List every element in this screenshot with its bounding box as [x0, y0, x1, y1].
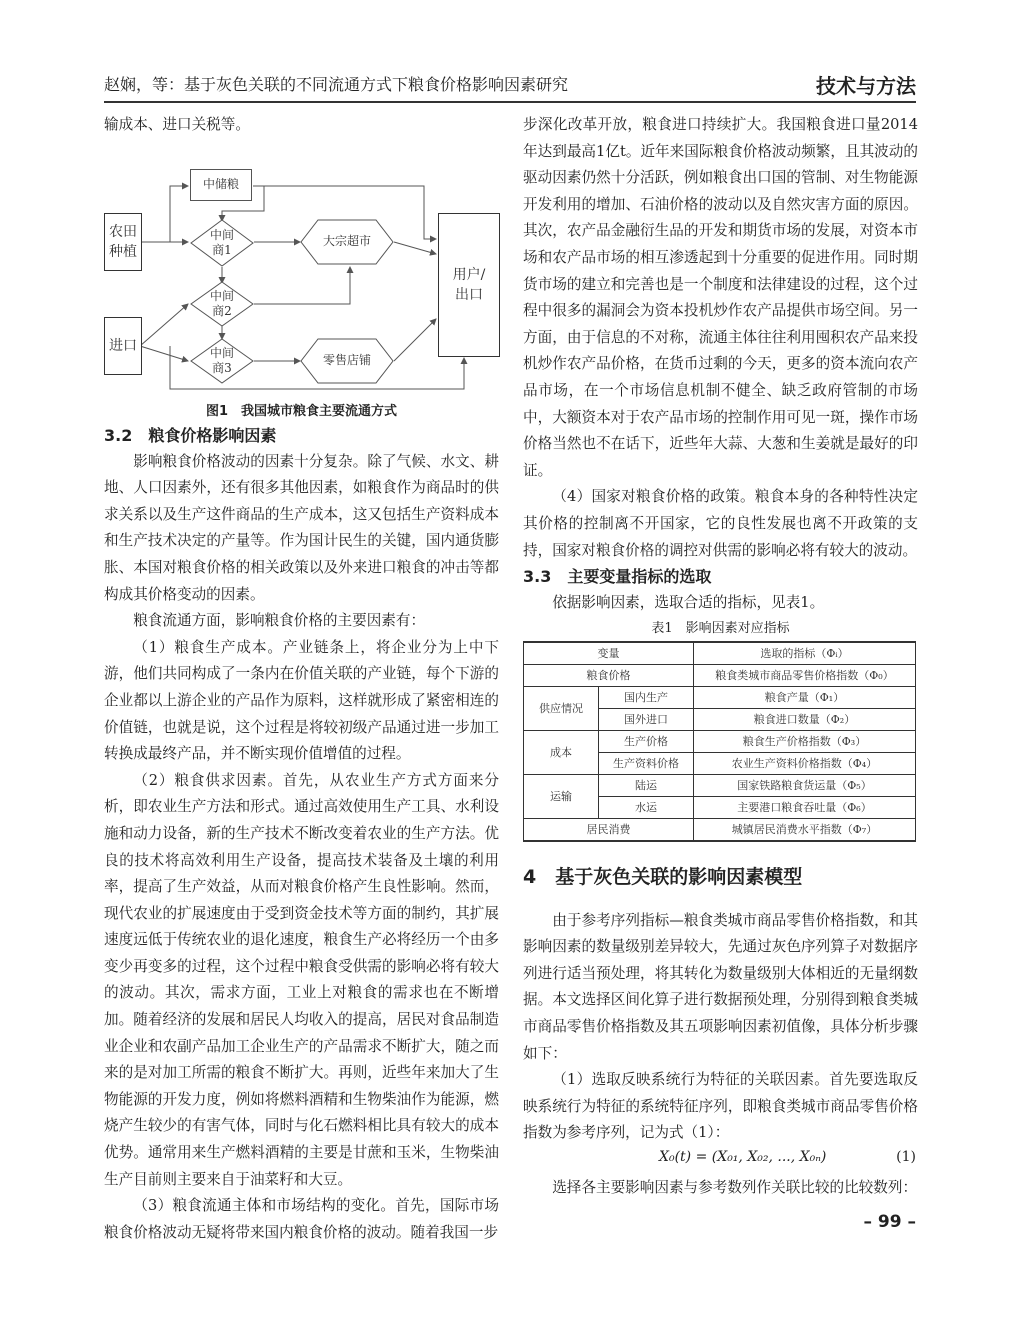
table-row: [524, 774, 916, 796]
table-cell: 城镇居民消费水平指数（Φ₇）: [694, 818, 916, 841]
table-row: [524, 818, 916, 841]
paragraph: 粮食流通方面，影响粮食价格的主要因素有：: [133, 612, 426, 630]
table-row: [524, 664, 916, 686]
section-label: 技术与方法: [816, 74, 916, 98]
table-cell: 粮食价格: [524, 664, 694, 686]
table-cell: 国内生产: [599, 686, 694, 708]
section-heading-3-2: 3.2 粮食价格影响因素: [104, 425, 277, 445]
node-mid1: [190, 219, 254, 267]
paragraph: （2）粮食供求因素。首先，从农业生产方式方面来分析，即农业生产方法和形式。通过高效使用生产工具、水利设施和动力设备，新的生产技术不断改变着农业的生产方法。优良的技术将高效利用生产设备，提高技术装备及土壤的利用率，提高了生产效益，从而对粮食价格产生良性影响。然而，现代农业的扩展速度由于受到资金技术等方面的制约，其扩展速度远低于传统农业的退化速度，粮食生产必将经历一个由多变少再变多的过程，这个过程中粮食受供需的影响必将有较大的波动。其次，需求方面，工业上对粮食的需求也在不断增加。随着经济的发展和居民人均收入的提高，居民对食品制造业企业和农副产品加工企业生产的产品需求不断扩大，随之而来的是对加工所需的粮食不断扩大。再则，近些年来加大了生物能源的开发力度，例如将燃料酒精和生物柴油作为能源，燃烧产生较少的有害气体，同时与化石燃料相比具有较大的成本优势。通常用来生产燃料酒精的主要是甘蔗和玉米，生物柴油生产目前则主要来自于油菜籽和大豆。: [104, 771, 499, 1188]
node-supermarket: [300, 219, 394, 265]
node-mid3-label: 中间商3: [209, 345, 234, 375]
indicator-table: [523, 641, 916, 842]
node-retail-label: 零售店铺: [322, 353, 371, 368]
table-group-cell: 成本: [524, 730, 599, 774]
table-cell: 国外进口: [599, 708, 694, 730]
table-cell: 粮食生产价格指数（Φ₃）: [694, 730, 916, 752]
table-row: [524, 686, 916, 708]
table-cell: 粮食进口数量（Φ₂）: [694, 708, 916, 730]
node-mid3: [190, 338, 254, 384]
running-title: 赵娴，等：基于灰色关联的不同流通方式下粮食价格影响因素研究: [104, 75, 569, 94]
section-heading-3-3: 3.3 主要变量指标的选取: [523, 567, 712, 587]
spacer: [523, 842, 918, 862]
figure-caption: 图1 我国城市粮食主要流通方式: [205, 403, 398, 419]
paragraph: 依据影响因素，选取合适的指标，见表1。: [552, 594, 825, 612]
paragraph: （1）粮食生产成本。产业链条上，将企业分为上中下游，他们共同构成了一条内在价值关联的产业链，每个下游的企业都以上游企业的产品作为原料，这样就形成了紧密相连的价值链，也就是说，这个过程是将较初级产品通过进一步加工转换成最终产品，并不断实现价值增值的过程。: [104, 638, 499, 763]
table-group-cell: 供应情况: [524, 686, 599, 730]
header-rule: [104, 101, 916, 103]
table-cell: 农业生产资料价格指数（Φ₄）: [694, 752, 916, 774]
equation-expression: X₀(t) = (X₀₁, X₀₂, ..., X₀ₙ): [659, 1149, 827, 1166]
paragraph: 影响粮食价格波动的因素十分复杂。除了气候、水文、耕地、人口因素外，还有很多其他因素，如粮食作为商品时的供求关系以及生产这件商品的生产成本，这又包括生产资料成本和生产技术决定的产量等。作为国计民生的关键，国内通货膨胀、本国对粮食价格的相关政策以及外来进口粮食的冲击等都构成其价格变动的因素。: [104, 452, 499, 603]
table-caption: 表1 影响因素对应指标: [651, 620, 790, 636]
section-heading-4: 4 基于灰色关联的影响因素模型: [523, 865, 803, 888]
table-row: [524, 642, 916, 665]
node-import: 进口: [104, 317, 142, 375]
table-row: [524, 730, 916, 752]
table-cell: 水运: [599, 796, 694, 818]
node-user: 用户/出口: [438, 213, 500, 357]
node-mid1-label: 中间商1: [209, 227, 234, 257]
table-group-cell: 运输: [524, 774, 599, 818]
node-mid2-label: 中间商2: [209, 288, 234, 318]
node-farm: 农田种植: [104, 213, 142, 271]
table-header-cell: 选取的指标（Φᵢ）: [694, 642, 916, 665]
table-cell: 主要港口粮食吞吐量（Φ₆）: [694, 796, 916, 818]
right-column: [523, 112, 918, 1202]
equation-1: [523, 1147, 918, 1175]
equation-number: (1): [896, 1149, 916, 1166]
paragraph-continuation: 输成本、进口关税等。: [104, 116, 250, 133]
spacer: [523, 892, 918, 908]
paragraph: 选择各主要影响因素与参考数列作关联比较的比较数列：: [552, 1179, 918, 1197]
node-reserve: 中储粮: [190, 169, 252, 201]
paragraph: （1）选取反映系统行为特征的关联因素。首先要选取反映系统行为特征的系统特征序列，即粮食类城市商品零售价格指数为参考序列，记为式（1）：: [523, 1071, 918, 1142]
paragraph: 由于参考序列指标—粮食类城市商品零售价格指数，和其影响因素的数量级别差异较大，先通过灰色序列算子对数据序列进行适当预处理，将其转化为数量级别大体相近的无量纲数据。本文选择区间化算子进行数据预处理，分别得到粮食类城市商品零售价格指数及其五项影响因素初值像，具体分析步骤如下：: [523, 911, 918, 1062]
node-mid2: [190, 281, 254, 327]
table-cell: 生产资料价格: [599, 752, 694, 774]
table-cell: 居民消费: [524, 818, 694, 841]
page-number: – 99 –: [863, 1212, 916, 1232]
table-cell: 国家铁路粮食货运量（Φ₅）: [694, 774, 916, 796]
node-retail: [300, 338, 394, 384]
table-cell: 生产价格: [599, 730, 694, 752]
flow-diagram: [104, 139, 499, 401]
table-header-cell: 变量: [524, 642, 694, 665]
left-column: [104, 112, 499, 1246]
paragraph: （4）国家对粮食价格的政策。粮食本身的各种特性决定其价格的控制离不开国家，它的良性发展也离不开政策的支持，国家对粮食价格的调控对供需的影响必将有较大的波动。: [523, 488, 918, 559]
paragraph-continuation: 步深化改革开放，粮食进口持续扩大。我国粮食进口量2014年达到最高1亿t。近年来国际粮食价格波动频繁，且其波动的驱动因素仍然十分活跃，例如粮食出口国的管制、对生物能源开发利用的增加、石油价格的波动以及自然灾害方面的原因。其次，农产品金融衍生品的开发和期货市场的发展，对资本市场和农产品市场的相互渗透起到十分重要的促进作用。同时期货市场的建立和完善也是一个制度和法律建设的过程，这个过程中很多的漏洞会为资本投机炒作农产品提供市场空间。另一方面，由于信息的不对称，流通主体往往利用囤积农产品来投机炒作农产品价格，在货币过剩的今天，更多的资本流向农产品市场，在一个市场信息机制不健全、缺乏政府管制的市场中，大额资本对于农产品市场的控制作用可见一斑，操作市场价格当然也不在话下，近些年大蒜、大葱和生姜就是最好的印证。: [523, 116, 918, 479]
table-cell: 陆运: [599, 774, 694, 796]
paragraph: （3）粮食流通主体和市场结构的变化。首先，国际市场粮食价格波动无疑将带来国内粮食价格的波动。随着我国一步: [104, 1197, 499, 1241]
table-cell: 粮食产量（Φ₁）: [694, 686, 916, 708]
node-supermarket-label: 大宗超市: [322, 234, 371, 249]
table-cell: 粮食类城市商品零售价格指数（Φ₀）: [694, 664, 916, 686]
